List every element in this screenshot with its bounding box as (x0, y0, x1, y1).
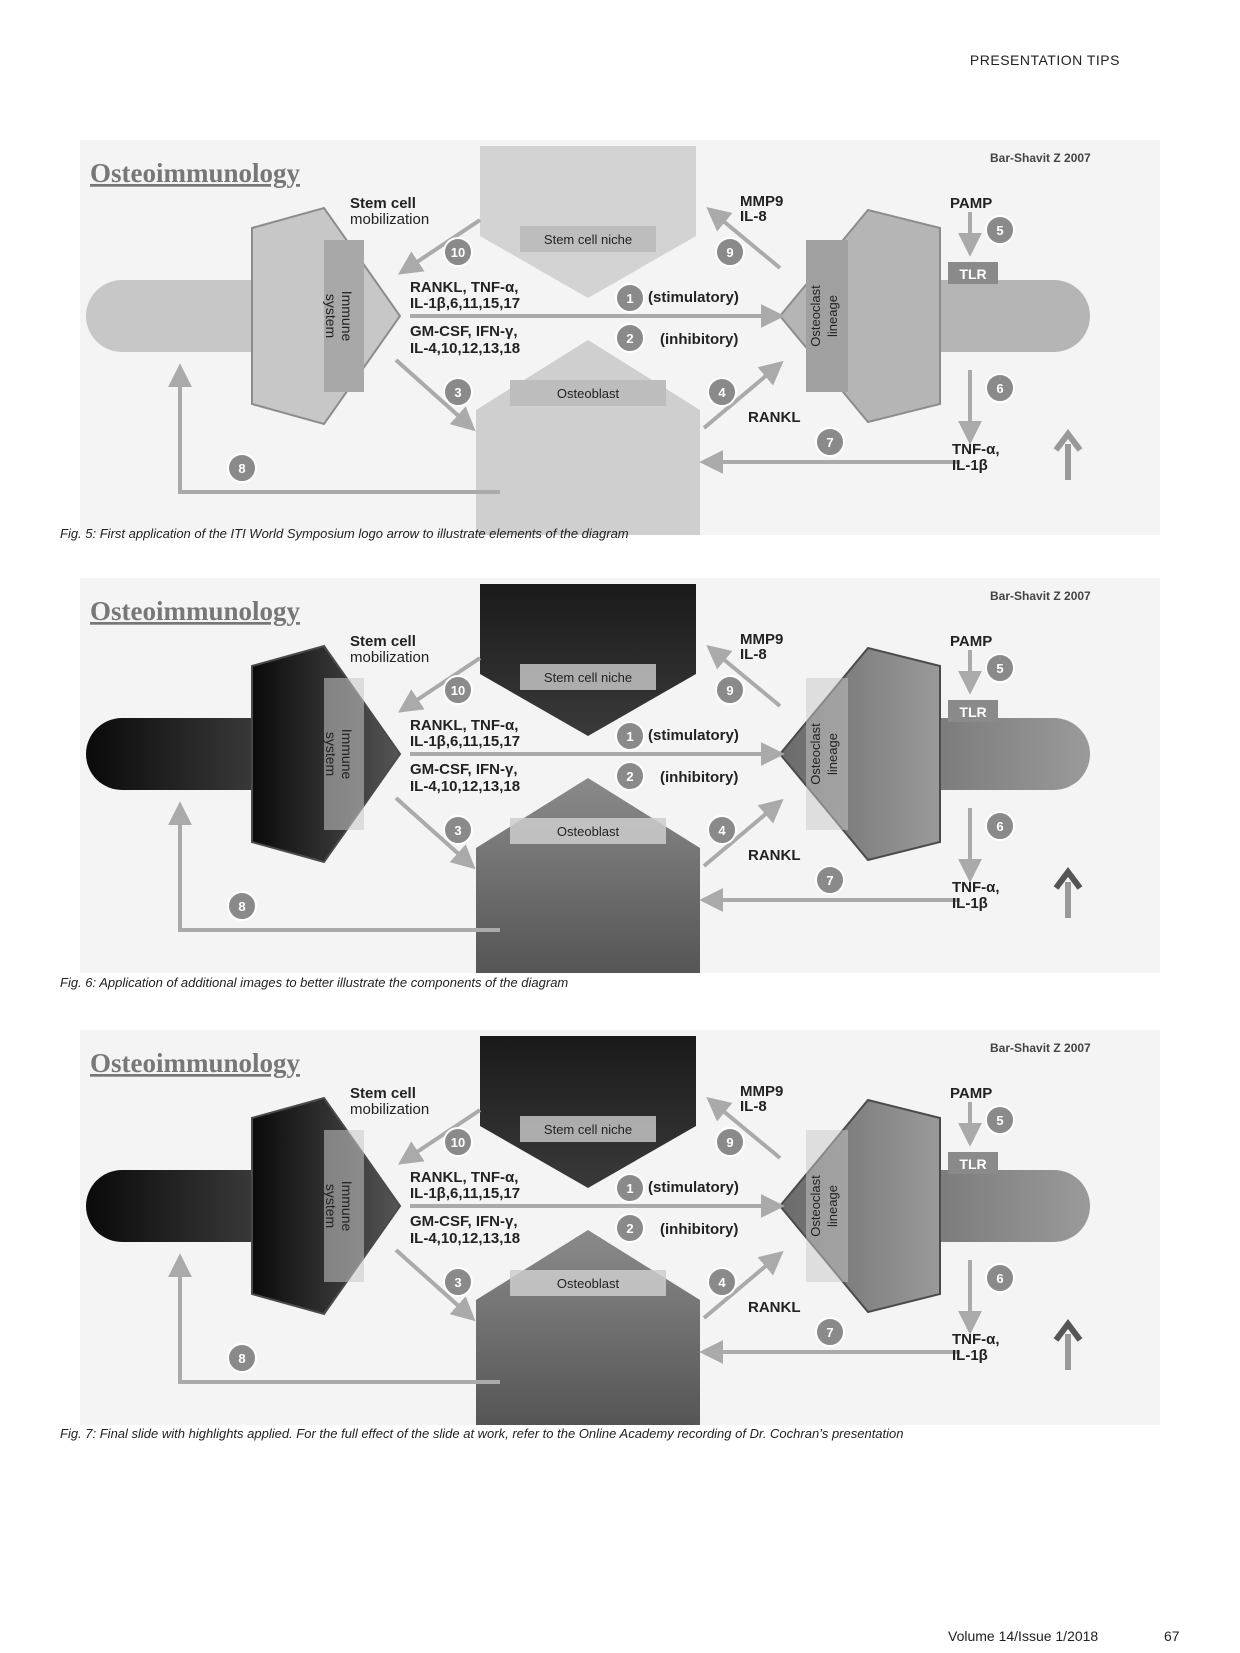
step-badge-9 (716, 676, 744, 704)
stimulatory-factors-2: IL-1β,6,11,15,17 (410, 1185, 521, 1202)
step-badge-number: 9 (726, 245, 734, 260)
osteoimmunology-diagram (80, 140, 1160, 535)
osteoblast-arrow (476, 1230, 700, 1425)
inhibitory-factors-2: IL-4,10,12,13,18 (410, 1230, 521, 1247)
stimulatory-label: (stimulatory) (648, 727, 739, 744)
osteoimmunology-diagram (80, 578, 1160, 973)
diagram-title: Osteoimmunology (90, 158, 301, 188)
osteoclast-arrow-head (780, 1100, 940, 1312)
stem-cell-mobilization-2: mobilization (350, 649, 430, 666)
immune-system-arrow (86, 646, 400, 862)
osteoblast-label: Osteoblast (556, 1276, 620, 1291)
immune-label-line2: system (323, 1183, 339, 1229)
step-badge-2 (616, 324, 644, 352)
stem-cell-mobilization-2: mobilization (350, 211, 430, 228)
stimulatory-label: (stimulatory) (648, 289, 739, 306)
tnf-label-2: IL-1β (952, 457, 988, 474)
step-badge-number: 3 (454, 823, 462, 838)
step-badge-3 (444, 378, 472, 406)
page-number: 67 (1164, 1628, 1180, 1644)
up-arrow-logo (1056, 434, 1080, 480)
step-badge-3 (444, 816, 472, 844)
step-badge-7 (816, 1318, 844, 1346)
step-badge-6 (986, 1264, 1014, 1292)
running-header: PRESENTATION TIPS (969, 52, 1120, 68)
pamp-label: PAMP (950, 633, 993, 650)
stimulatory-factors-2: IL-1β,6,11,15,17 (410, 295, 521, 312)
osteoclast-lineage-arrow (780, 1100, 1090, 1312)
tnf-label-1: TNF-α, (952, 879, 1000, 896)
step-badge-number: 5 (996, 223, 1004, 238)
mmp9-label-2: IL-8 (740, 646, 767, 663)
mmp9-label-1: MMP9 (740, 193, 784, 210)
figure-5 (80, 140, 1160, 535)
rankl-label: RANKL (748, 409, 801, 426)
step-badge-1 (616, 722, 644, 750)
step-badge-number: 6 (996, 819, 1004, 834)
stimulatory-factors-1: RANKL, TNF-α, (410, 717, 519, 734)
osteoblast-arrow (476, 340, 700, 535)
osteoblast-arrow-shape (476, 1230, 700, 1425)
step-badge-10 (444, 1128, 472, 1156)
step-badge-number: 8 (238, 899, 246, 914)
tnf-label-2: IL-1β (952, 1347, 988, 1364)
mmp9-label-1: MMP9 (740, 631, 784, 648)
osteoclast-label-line1: Osteoclast (808, 285, 823, 347)
stem-cell-mobilization-1: Stem cell (350, 633, 416, 650)
inhibitory-factors-1: GM-CSF, IFN-γ, (410, 323, 518, 340)
osteoclast-label-line1: Osteoclast (808, 1175, 823, 1237)
step-badge-number: 2 (626, 331, 634, 346)
step-badge-1 (616, 284, 644, 312)
stem-cell-mobilization-2: mobilization (350, 1101, 430, 1118)
step-badge-9 (716, 1128, 744, 1156)
stem-cell-arrow-shape (480, 1036, 696, 1188)
step-badge-number: 6 (996, 1271, 1004, 1286)
stem-cell-niche-arrow (480, 1036, 696, 1188)
immune-label-line1: Immune (339, 728, 355, 780)
pamp-label: PAMP (950, 1085, 993, 1102)
stem-cell-arrow-shape (480, 146, 696, 298)
stem-cell-niche-label: Stem cell niche (543, 670, 633, 685)
figure-6-caption: Fig. 6: Application of additional images to better illustrate the components of the diagram (60, 975, 569, 990)
step-badge-number: 6 (996, 381, 1004, 396)
step-badge-10 (444, 676, 472, 704)
step-badge-4 (708, 378, 736, 406)
step-badge-8 (228, 454, 256, 482)
step-badge-number: 2 (626, 1221, 634, 1236)
stem-cell-arrow-shape (480, 584, 696, 736)
osteoclast-arrow-head (780, 648, 940, 860)
credit-text: Bar-Shavit Z 2007 (990, 1041, 1091, 1055)
stem-cell-mobilization-1: Stem cell (350, 1085, 416, 1102)
step-badge-3 (444, 1268, 472, 1296)
figure-6 (80, 578, 1160, 973)
immune-label-line1: Immune (339, 1180, 355, 1232)
tlr-label: TLR (959, 1156, 987, 1172)
step-badge-number: 7 (826, 873, 834, 888)
tlr-label: TLR (959, 704, 987, 720)
step-badge-number: 8 (238, 461, 246, 476)
step-badge-4 (708, 816, 736, 844)
step-badge-number: 1 (626, 291, 634, 306)
osteoclast-label-line1: Osteoclast (808, 723, 823, 785)
step-badge-5 (986, 216, 1014, 244)
credit-text: Bar-Shavit Z 2007 (990, 151, 1091, 165)
step-badge-7 (816, 866, 844, 894)
stimulatory-factors-2: IL-1β,6,11,15,17 (410, 733, 521, 750)
step-badge-number: 8 (238, 1351, 246, 1366)
up-arrow-logo (1056, 872, 1080, 918)
immune-label-line2: system (323, 293, 339, 339)
osteoblast-label: Osteoblast (556, 824, 620, 839)
figure-7-caption: Fig. 7: Final slide with highlights applied. For the full effect of the slide at work, refer to the Online Academy recording of Dr. Cochran’s presentation (60, 1426, 904, 1441)
stem-cell-niche-arrow (480, 146, 696, 298)
diagram-title: Osteoimmunology (90, 596, 301, 626)
step-badge-5 (986, 654, 1014, 682)
inhibitory-factors-1: GM-CSF, IFN-γ, (410, 761, 518, 778)
osteoclast-arrow-head (780, 210, 940, 422)
rankl-label: RANKL (748, 1299, 801, 1316)
osteoimmunology-diagram (80, 1030, 1160, 1425)
inhibitory-label: (inhibitory) (660, 331, 739, 348)
step-badge-5 (986, 1106, 1014, 1134)
osteoclast-label-line2: lineage (825, 295, 840, 337)
step-badge-10 (444, 238, 472, 266)
stimulatory-label: (stimulatory) (648, 1179, 739, 1196)
up-arrow-logo (1056, 1324, 1080, 1370)
step-badge-6 (986, 374, 1014, 402)
step-badge-number: 7 (826, 1325, 834, 1340)
step-badge-number: 1 (626, 729, 634, 744)
step-badge-number: 1 (626, 1181, 634, 1196)
inhibitory-factors-2: IL-4,10,12,13,18 (410, 340, 521, 357)
credit-text: Bar-Shavit Z 2007 (990, 589, 1091, 603)
mmp9-label-1: MMP9 (740, 1083, 784, 1100)
step-badge-4 (708, 1268, 736, 1296)
step-badge-number: 10 (450, 245, 466, 260)
mmp9-label-2: IL-8 (740, 208, 767, 225)
pamp-label: PAMP (950, 195, 993, 212)
stem-cell-niche-label: Stem cell niche (543, 1122, 633, 1137)
step-badge-7 (816, 428, 844, 456)
tlr-label: TLR (959, 266, 987, 282)
figure-7 (80, 1030, 1160, 1425)
step-badge-number: 4 (718, 1275, 726, 1290)
step-badge-number: 4 (718, 385, 726, 400)
mmp9-label-2: IL-8 (740, 1098, 767, 1115)
immune-system-arrow (86, 1098, 400, 1314)
inhibitory-factors-2: IL-4,10,12,13,18 (410, 778, 521, 795)
step-badge-2 (616, 762, 644, 790)
stimulatory-factors-1: RANKL, TNF-α, (410, 1169, 519, 1186)
step-badge-number: 9 (726, 1135, 734, 1150)
step-badge-number: 3 (454, 385, 462, 400)
step-badge-number: 10 (450, 683, 466, 698)
osteoclast-lineage-arrow (780, 648, 1090, 860)
osteoblast-label: Osteoblast (556, 386, 620, 401)
step-badge-number: 7 (826, 435, 834, 450)
immune-label-line2: system (323, 731, 339, 777)
osteoblast-arrow (476, 778, 700, 973)
step-badge-number: 9 (726, 683, 734, 698)
step-badge-9 (716, 238, 744, 266)
stimulatory-factors-1: RANKL, TNF-α, (410, 279, 519, 296)
immune-label-line1: Immune (339, 290, 355, 342)
step-badge-number: 5 (996, 661, 1004, 676)
step-badge-number: 5 (996, 1113, 1004, 1128)
stem-cell-niche-label: Stem cell niche (543, 232, 633, 247)
stem-cell-niche-arrow (480, 584, 696, 736)
osteoclast-label-line2: lineage (825, 733, 840, 775)
inhibitory-factors-1: GM-CSF, IFN-γ, (410, 1213, 518, 1230)
osteoblast-arrow-shape (476, 340, 700, 535)
step-badge-number: 3 (454, 1275, 462, 1290)
figure-5-caption: Fig. 5: First application of the ITI World Symposium logo arrow to illustrate elements of the diagram (60, 526, 629, 541)
tnf-label-1: TNF-α, (952, 1331, 1000, 1348)
step-badge-number: 2 (626, 769, 634, 784)
osteoclast-lineage-arrow (780, 210, 1090, 422)
diagram-title: Osteoimmunology (90, 1048, 301, 1078)
tnf-label-1: TNF-α, (952, 441, 1000, 458)
osteoclast-label-line2: lineage (825, 1185, 840, 1227)
osteoblast-arrow-shape (476, 778, 700, 973)
step-badge-6 (986, 812, 1014, 840)
step-badge-number: 4 (718, 823, 726, 838)
step-badge-number: 10 (450, 1135, 466, 1150)
tnf-label-2: IL-1β (952, 895, 988, 912)
step-badge-2 (616, 1214, 644, 1242)
step-badge-8 (228, 1344, 256, 1372)
stem-cell-mobilization-1: Stem cell (350, 195, 416, 212)
volume-issue: Volume 14/Issue 1/2018 (948, 1628, 1099, 1644)
inhibitory-label: (inhibitory) (660, 1221, 739, 1238)
immune-system-arrow (86, 208, 400, 424)
inhibitory-label: (inhibitory) (660, 769, 739, 786)
step-badge-8 (228, 892, 256, 920)
rankl-label: RANKL (748, 847, 801, 864)
step-badge-1 (616, 1174, 644, 1202)
